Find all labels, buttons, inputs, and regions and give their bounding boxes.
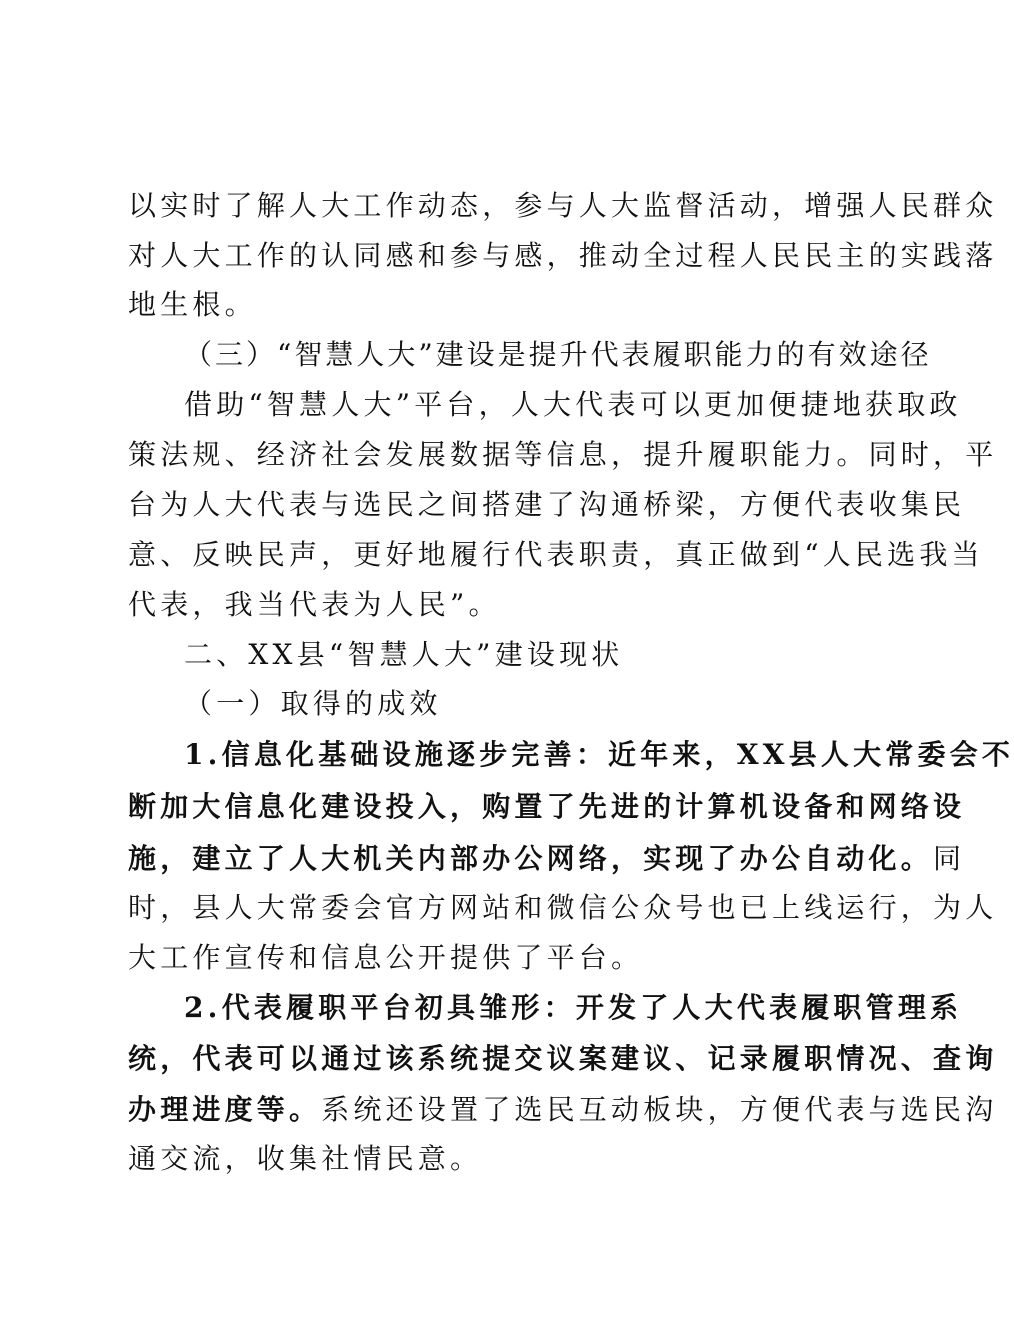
paragraph-2-line-2: 策法规、经济社会发展数据等信息，提升履职能力。同时，平 [128, 438, 998, 471]
paragraph-2-line-3: 台为人大代表与选民之间搭建了沟通桥梁，方便代表收集民 [128, 488, 966, 521]
item-1-line-3 [128, 842, 966, 875]
item-1-line-3-normal: 同 [933, 842, 966, 875]
item-1-line-1: 1.信息化基础设施逐步完善：近年来，XX县人大常委会不 [184, 738, 1014, 771]
paragraph-2-line-1: 借助“智慧人大”平台，人大代表可以更加便捷地获取政 [184, 388, 962, 421]
item-1-line-4: 时，县人大常委会官方网站和微信公众号也已上线运行，为人 [128, 891, 998, 924]
paragraph-2-line-5: 代表，我当代表为人民”。 [128, 588, 501, 621]
item-2-line-3-normal: 系统还设置了选民互动板块，方便代表与选民沟 [321, 1093, 998, 1126]
item-2-line-3-bold: 办理进度等。 [128, 1093, 322, 1126]
paragraph-2-line-4: 意、反映民声，更好地履行代表职责，真正做到“人民选我当 [128, 538, 984, 571]
heading-3: （三）“智慧人大”建设是提升代表履职能力的有效途径 [184, 338, 932, 371]
item-1-line-2: 断加大信息化建设投入，购置了先进的计算机设备和网络设 [128, 790, 966, 823]
item-2-line-2: 统，代表可以通过该系统提交议案建议、记录履职情况、查询 [128, 1042, 998, 1075]
subheading-1: （一）取得的成效 [184, 687, 442, 720]
item-1-line-5: 大工作宣传和信息公开提供了平台。 [128, 941, 644, 974]
item-2-line-4: 通交流，收集社情民意。 [128, 1142, 483, 1175]
paragraph-1-line-1: 以实时了解人大工作动态，参与人大监督活动，增强人民群众 [128, 189, 998, 222]
item-2-line-3 [128, 1093, 998, 1126]
paragraph-1-line-2: 对人大工作的认同感和参与感，推动全过程人民民主的实践落 [128, 239, 998, 272]
item-2-line-1: 2.代表履职平台初具雏形：开发了人大代表履职管理系 [184, 991, 963, 1024]
item-1-line-3-bold: 施，建立了人大机关内部办公网络，实现了办公自动化。 [128, 842, 934, 875]
section-2-heading: 二、XX县“智慧人大”建设现状 [184, 638, 624, 671]
paragraph-1-line-3: 地生根。 [128, 288, 257, 321]
